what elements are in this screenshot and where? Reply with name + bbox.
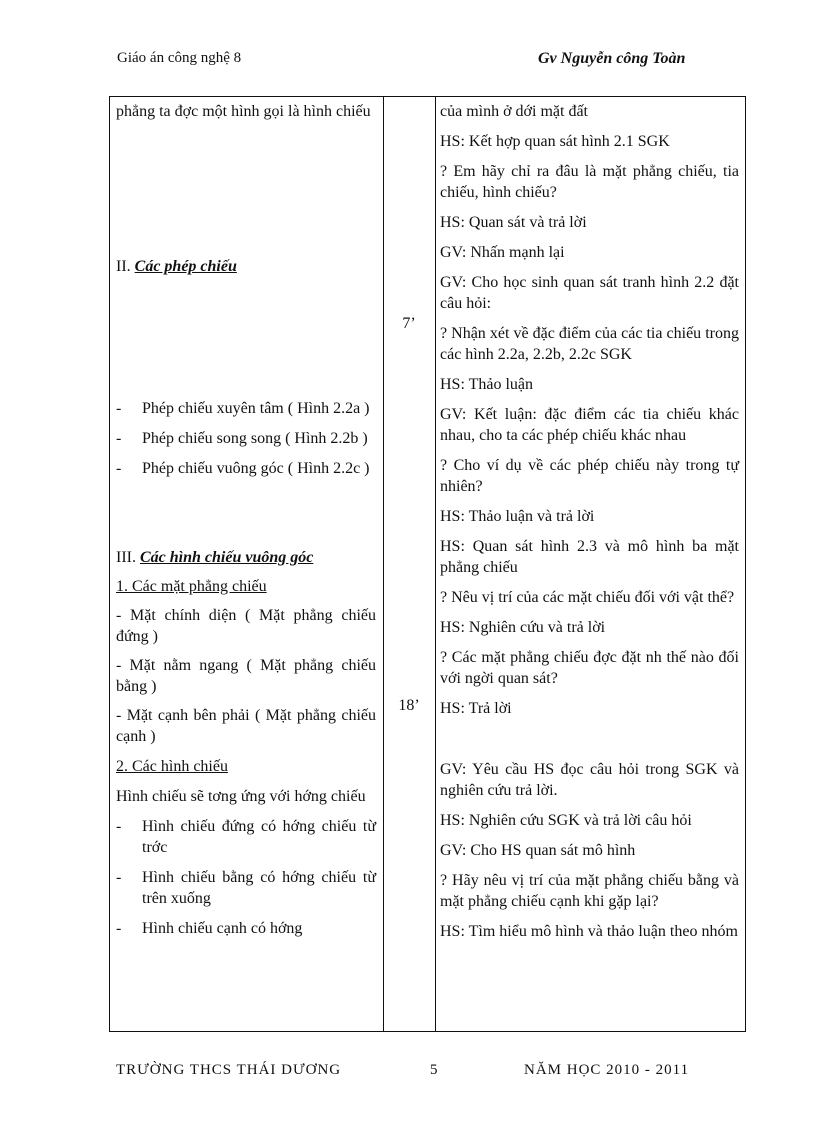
activity-line: HS: Tìm hiểu mô hình và thảo luận theo nhóm [440, 923, 738, 940]
activity-column [440, 101, 739, 951]
footer-school-year: NĂM HỌC 2010 - 2011 [524, 1062, 690, 1078]
activity-line: HS: Nghiên cứu SGK và trả lời câu hỏi [440, 812, 692, 829]
activity-line: HS: Thảo luận [440, 376, 534, 393]
time-slot-2: 18’ [398, 697, 420, 714]
activity-line: GV: Cho HS quan sát mô hình [440, 842, 636, 859]
views-intro: Hình chiếu sẽ tơng ứng với hớng chiếu [116, 788, 366, 805]
activity-line: của mình ở dới mặt đất [440, 103, 588, 120]
header-teacher: Gv Nguyễn công Toàn [538, 50, 686, 67]
activity-line: ? Cho ví dụ về các phép chiếu này trong tự nhiên? [440, 457, 739, 495]
activity-line: HS: Trả lời [440, 700, 512, 717]
subsection-2-heading: 2. Các hình chiếu [116, 758, 228, 775]
activity-line: HS: Quan sát và trả lời [440, 214, 587, 231]
plane-item: - Mặt nằm ngang ( Mặt phẳng chiếu bằng ) [116, 657, 376, 695]
list-item: - Hình chiếu bằng có hớng chiếu từ trên xuống [116, 869, 376, 907]
section-3-number: III. [116, 549, 136, 566]
lesson-table [109, 96, 746, 1032]
activity-line: HS: Kết hợp quan sát hình 2.1 SGK [440, 133, 670, 150]
activity-line: HS: Thảo luận và trả lời [440, 508, 595, 525]
column-divider [435, 97, 436, 1031]
activity-line: GV: Yêu cầu HS đọc câu hỏi trong SGK và nghiên cứu trả lời. [440, 761, 739, 799]
section-3-title: Các hình chiếu vuông góc [139, 549, 314, 566]
list-item: - Phép chiếu vuông góc ( Hình 2.2c ) [116, 460, 370, 477]
list-item: - Phép chiếu song song ( Hình 2.2b ) [116, 430, 368, 447]
footer-page-number: 5 [430, 1062, 439, 1078]
column-divider [383, 97, 384, 1031]
section-3-heading [116, 547, 376, 568]
activity-line: ? Các mặt phẳng chiếu đợc đặt nh thế nào đối với ngời quan sát? [440, 649, 739, 687]
activity-line: ? Hãy nêu vị trí của mặt phẳng chiếu bằng và mặt phẳng chiếu cạnh khi gặp lại? [440, 872, 739, 910]
section-2-number: II. [116, 258, 131, 275]
intro-text: phẳng ta đợc một hình gọi là hình chiếu [116, 103, 371, 120]
content-column [116, 101, 376, 939]
footer-school: TRƯỜNG THCS THÁI DƯƠNG [116, 1062, 342, 1078]
activity-line: ? Nêu vị trí của các mặt chiếu đối với vật thể? [440, 589, 735, 606]
activity-line: GV: Cho học sinh quan sát tranh hình 2.2 đặt câu hỏi: [440, 274, 739, 312]
views-list [116, 816, 376, 939]
activity-line: ? Em hãy chỉ ra đâu là mặt phẳng chiếu, tia chiếu, hình chiếu? [440, 163, 739, 201]
activity-line: HS: Quan sát hình 2.3 và mô hình ba mặt phẳng chiếu [440, 538, 739, 576]
plane-item: - Mặt cạnh bên phải ( Mặt phẳng chiếu cạnh ) [116, 707, 376, 745]
activity-line: ? Nhận xét về đặc điểm của các tia chiếu trong các hình 2.2a, 2.2b, 2.2c SGK [440, 325, 739, 363]
section-2-title: Các phép chiếu [134, 258, 237, 275]
header-subject: Giáo án công nghệ 8 [117, 50, 242, 66]
list-item: - Phép chiếu xuyên tâm ( Hình 2.2a ) [116, 400, 370, 417]
time-slot-1: 7’ [402, 315, 416, 332]
plane-item: - Mặt chính diện ( Mặt phẳng chiếu đứng ) [116, 607, 376, 645]
list-item: - Hình chiếu đứng có hớng chiếu từ trớc [116, 818, 376, 856]
section-2-heading [116, 256, 376, 277]
projection-list [116, 398, 376, 479]
subsection-1-heading: 1. Các mặt phẳng chiếu [116, 578, 267, 595]
activity-line: HS: Nghiên cứu và trả lời [440, 619, 606, 636]
activity-line: GV: Kết luận: đặc điểm các tia chiếu khác nhau, cho ta các phép chiếu khác nhau [440, 406, 739, 444]
activity-line: GV: Nhấn mạnh lại [440, 244, 565, 261]
list-item: - Hình chiếu cạnh có hớng [116, 920, 303, 937]
